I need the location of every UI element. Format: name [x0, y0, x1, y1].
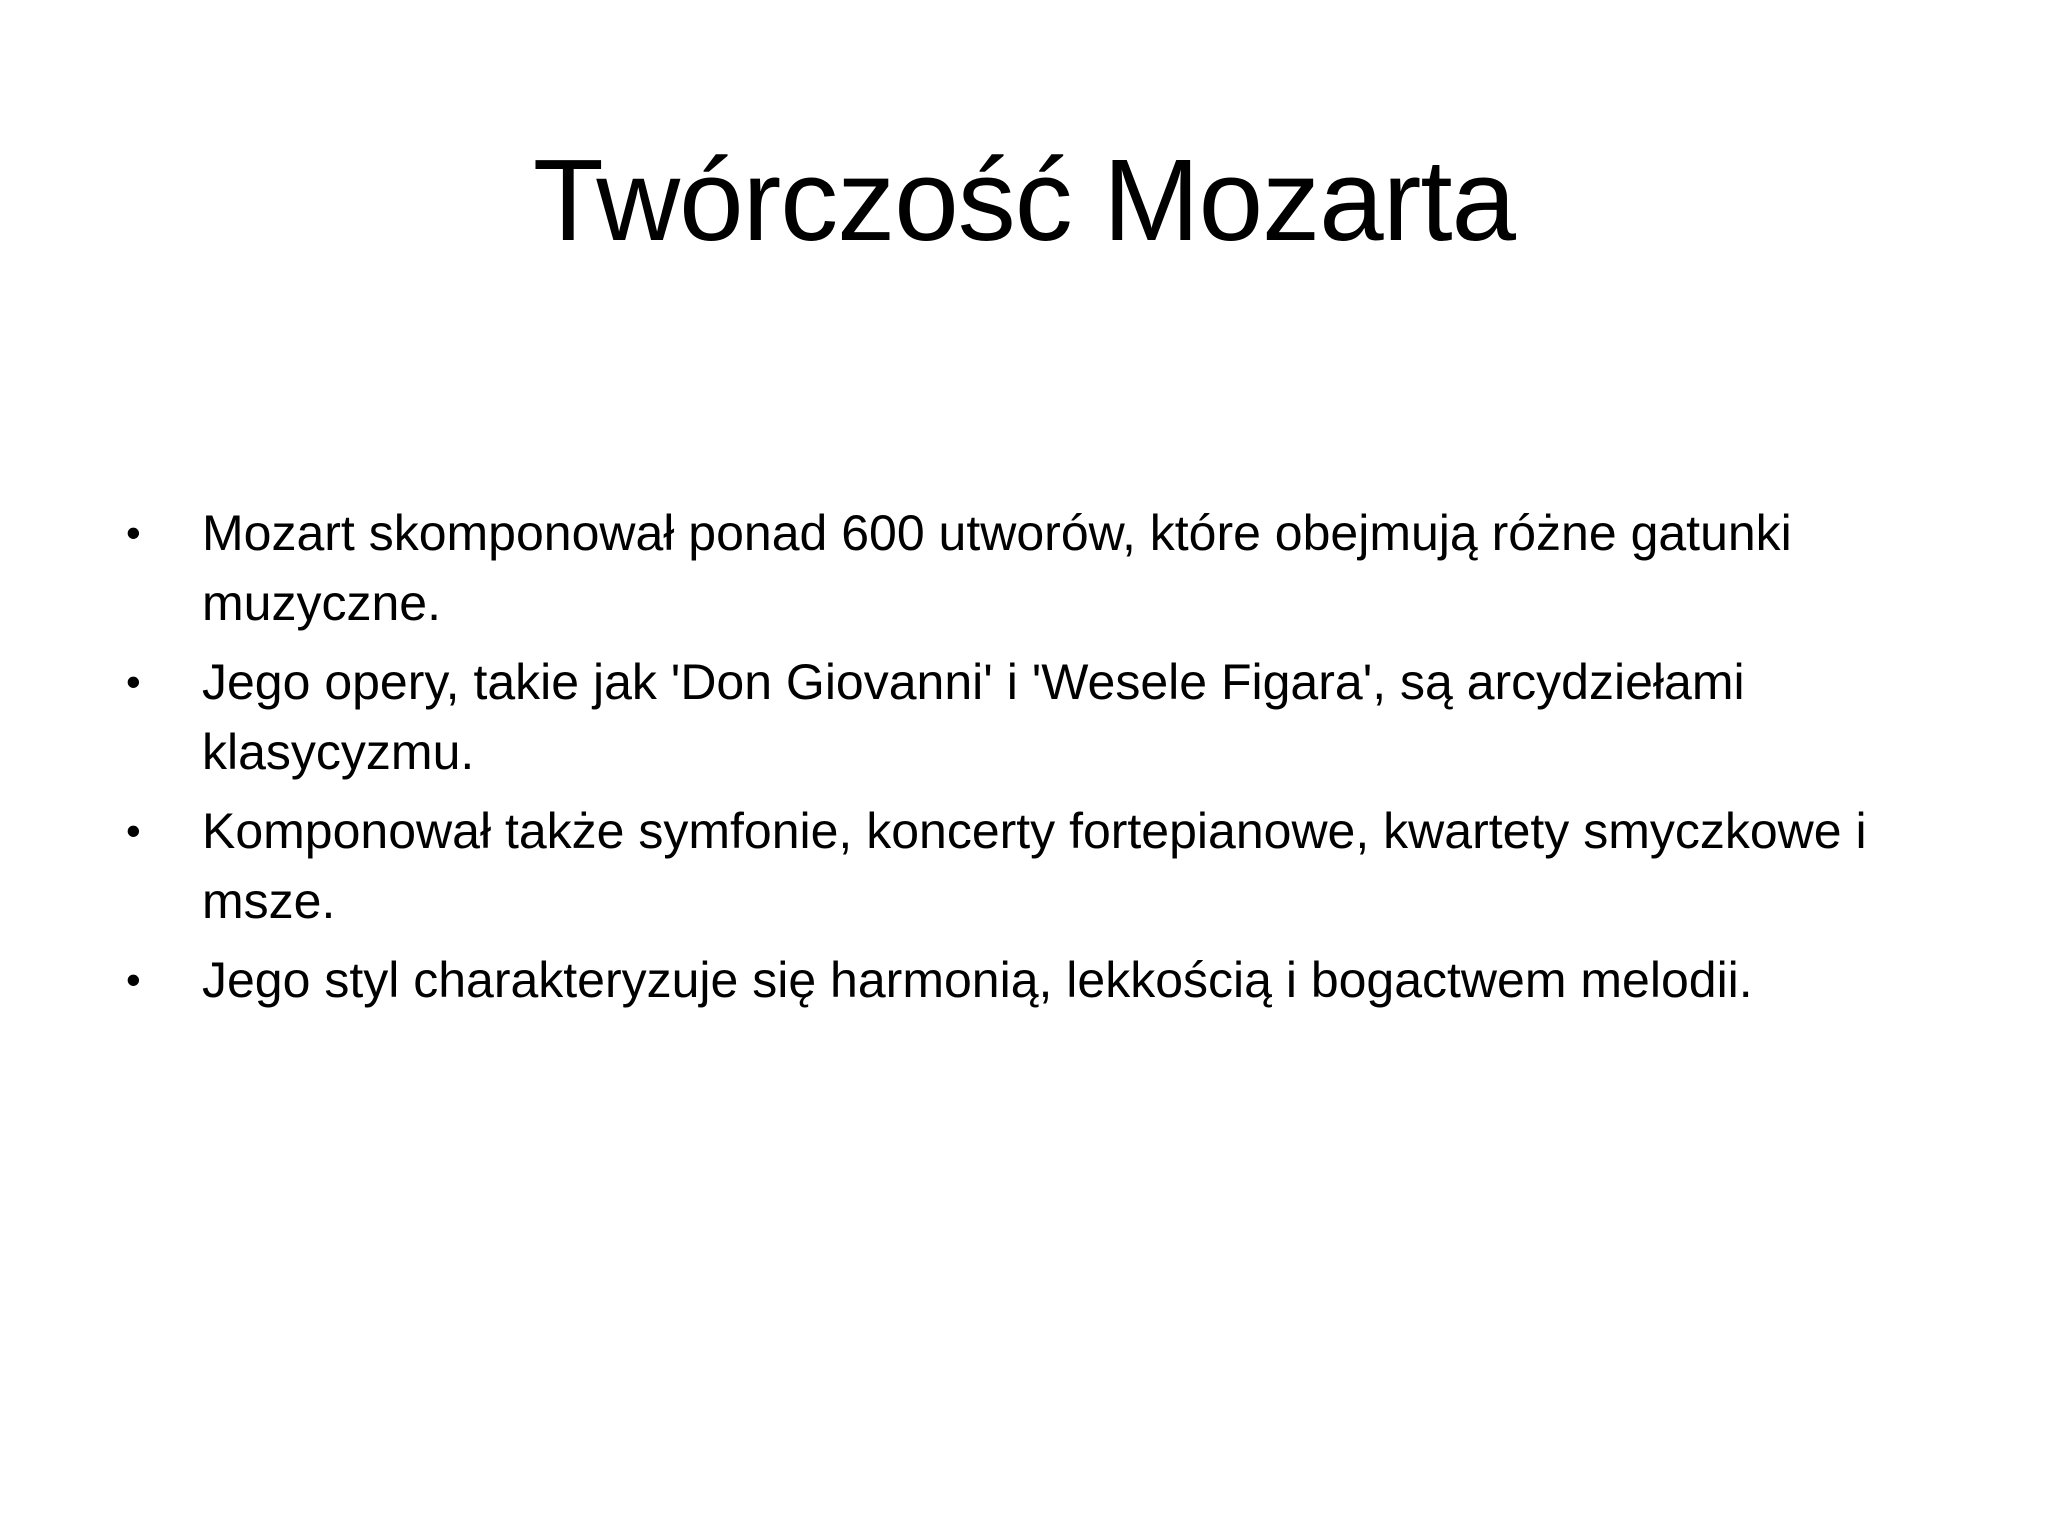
slide-title: Twórczość Mozarta — [532, 135, 1516, 265]
bullet-dot-icon: • — [126, 807, 141, 854]
bullet-item — [120, 796, 1960, 936]
bullet-dot-icon: • — [126, 509, 141, 556]
bullet-list — [120, 498, 1960, 1024]
bullet-dot-icon: • — [126, 956, 141, 1003]
bullet-text: Komponował także symfonie, koncerty fortepianowe, kwartety smyczkowe i msze. — [202, 803, 1867, 929]
bullet-text: Jego styl charakteryzuje się harmonią, lekkością i bogactwem melodii. — [202, 952, 1753, 1008]
bullet-text: Jego opery, takie jak 'Don Giovanni' i 'Wesele Figara', są arcydziełami klasycyzmu. — [202, 654, 1745, 780]
bullet-item — [120, 647, 1960, 787]
bullet-text: Mozart skomponował ponad 600 utworów, które obejmują różne gatunki muzyczne. — [202, 505, 1792, 631]
bullet-item — [120, 498, 1960, 638]
bullet-dot-icon: • — [126, 658, 141, 705]
bullet-item — [120, 945, 1960, 1015]
